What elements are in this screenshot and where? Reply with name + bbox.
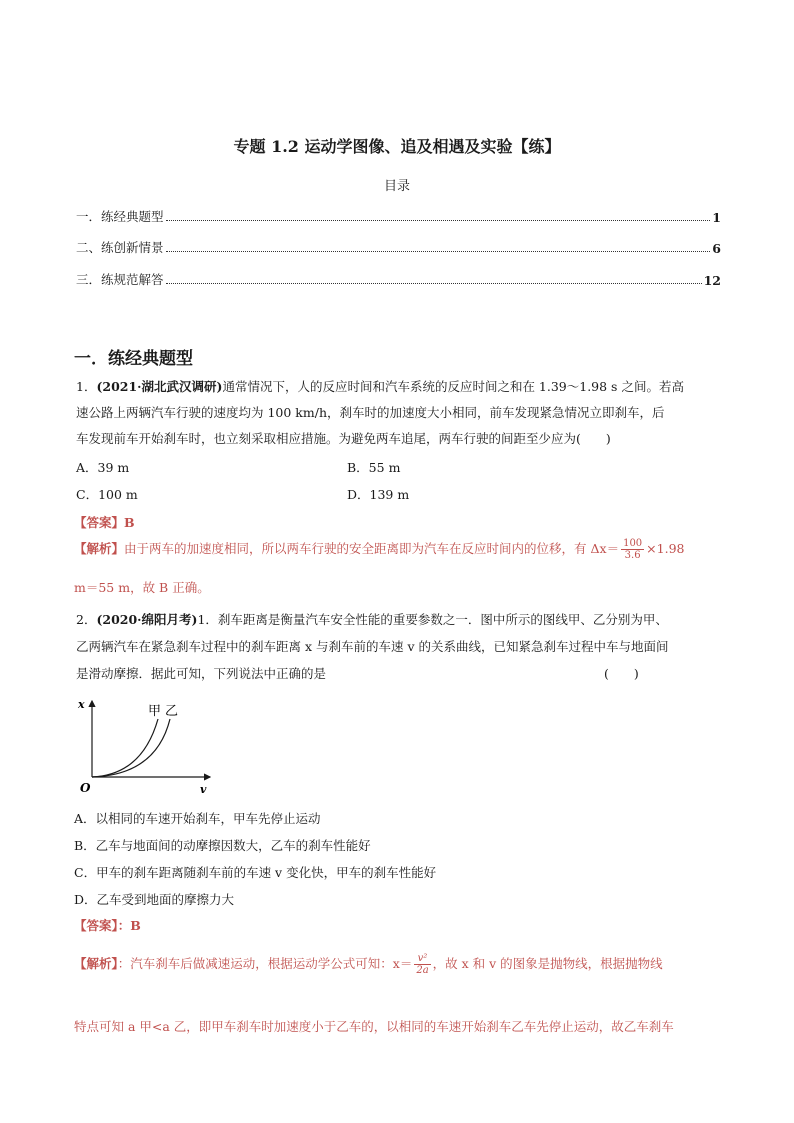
- q1-text: 通常情况下，人的反应时间和汽车系统的反应时间之和在 1.39～1.98 s 之间。若高: [222, 379, 684, 394]
- q1-analysis-text-tail: ×1.98: [646, 541, 685, 556]
- curve-jia-label: 甲: [148, 704, 162, 719]
- curve-yi-label: 乙: [165, 704, 179, 719]
- q2-answer-paren: ( ): [604, 666, 639, 681]
- section-heading: 一．练经典题型: [74, 349, 193, 369]
- toc-heading: 目录: [383, 179, 410, 194]
- q1-source: (2021·湖北武汉调研): [96, 379, 223, 394]
- toc-item-2[interactable]: [76, 238, 721, 256]
- q1-number: 1．: [76, 379, 97, 394]
- fraction-denominator: 3.6: [624, 550, 641, 561]
- q2-answer: 【答案】：B: [74, 918, 141, 933]
- q2-analysis-text-b: ，故 x 和 v 的图象是抛物线，根据抛物线: [432, 956, 663, 971]
- toc-item-1[interactable]: [76, 207, 721, 225]
- toc-item-label: 三．练规范解答: [76, 272, 164, 287]
- q1-analysis-tag: 【解析】: [74, 541, 125, 556]
- q1-option-b[interactable]: B．55 m: [347, 460, 401, 475]
- toc-leader-dots: [166, 283, 702, 284]
- q1-analysis-line-2: m＝55 m，故 B 正确。: [74, 580, 210, 595]
- q2-analysis-line-1: [74, 953, 663, 976]
- formula-denominator: 2a: [416, 965, 429, 976]
- q1-analysis-line-1: [74, 538, 684, 561]
- q2-graph: [72, 693, 222, 799]
- q2-line-3: 是滑动摩擦．据此可知，下列说法中正确的是: [76, 666, 327, 681]
- q1-fraction: [621, 538, 644, 561]
- q2-analysis-line-2: 特点可知 a 甲<a 乙，即甲车刹车时加速度小于乙车的，以相同的车速开始刹车乙车先停止运动，故乙车刹车: [74, 1019, 674, 1034]
- q1-option-a[interactable]: A．39 m: [76, 460, 130, 475]
- toc-item-label: 一．练经典题型: [76, 209, 164, 224]
- toc-item-3[interactable]: [76, 270, 721, 288]
- toc-leader-dots: [166, 220, 711, 221]
- origin-label: O: [80, 781, 91, 795]
- toc-item-label: 二、练创新情景: [76, 240, 164, 255]
- q2-option-c[interactable]: C．甲车的刹车距离随刹车前的车速 v 变化快，甲车的刹车性能好: [74, 865, 437, 880]
- q1-line-1: [76, 377, 684, 395]
- q2-formula: [414, 953, 430, 976]
- q1-option-c[interactable]: C．100 m: [76, 487, 138, 502]
- toc-item-page: 6: [712, 241, 721, 256]
- q1-line-2: 速公路上两辆汽车行驶的速度均为 100 km/h，刹车时的加速度大小相同，前车发现紧急情况立即刹车，后: [76, 405, 665, 420]
- q2-number: 2．: [76, 612, 97, 627]
- q1-line-3: 车发现前车开始刹车时，也立刻采取相应措施。为避免两车追尾，两车行驶的间距至少应为( ): [76, 431, 611, 446]
- q2-option-d[interactable]: D．乙车受到地面的摩擦力大: [74, 892, 235, 907]
- q2-line-1: [76, 610, 668, 628]
- curve-yi: [92, 719, 170, 777]
- q1-option-d[interactable]: D．139 m: [347, 487, 410, 502]
- curve-jia: [92, 719, 158, 777]
- q2-text: 1．刹车距离是衡量汽车安全性能的重要参数之一．图中所示的图线甲、乙分别为甲、: [197, 612, 668, 627]
- q2-line-2: 乙两辆汽车在紧急刹车过程中的刹车距离 x 与刹车前的车速 v 的关系曲线，已知紧急刹车过程中车与地面间: [76, 639, 669, 654]
- toc-item-page: 12: [703, 273, 721, 288]
- formula-numerator: v²: [414, 953, 430, 965]
- x-axis-label: v: [200, 783, 207, 796]
- q2-option-b[interactable]: B．乙车与地面间的动摩擦因数大，乙车的刹车性能好: [74, 838, 371, 853]
- q2-option-a[interactable]: A．以相同的车速开始刹车，甲车先停止运动: [74, 811, 321, 826]
- q1-answer: 【答案】B: [74, 515, 135, 530]
- q2-analysis-text: ：汽车刹车后做减速运动，根据运动学公式可知：x＝: [117, 956, 413, 971]
- q2-analysis-tag: 【解析】: [74, 956, 118, 971]
- fraction-numerator: 100: [623, 538, 643, 549]
- y-axis-label: x: [78, 698, 85, 711]
- q1-analysis-text: 由于两车的加速度相同，所以两车行驶的安全距离即为汽车在反应时间内的位移，有 Δx＝: [124, 541, 620, 556]
- toc-item-page: 1: [712, 210, 721, 225]
- page-title: 专题 1.2 运动学图像、追及相遇及实验【练】: [233, 137, 561, 156]
- q2-source: (2020·绵阳月考): [96, 612, 198, 627]
- toc-leader-dots: [166, 251, 711, 252]
